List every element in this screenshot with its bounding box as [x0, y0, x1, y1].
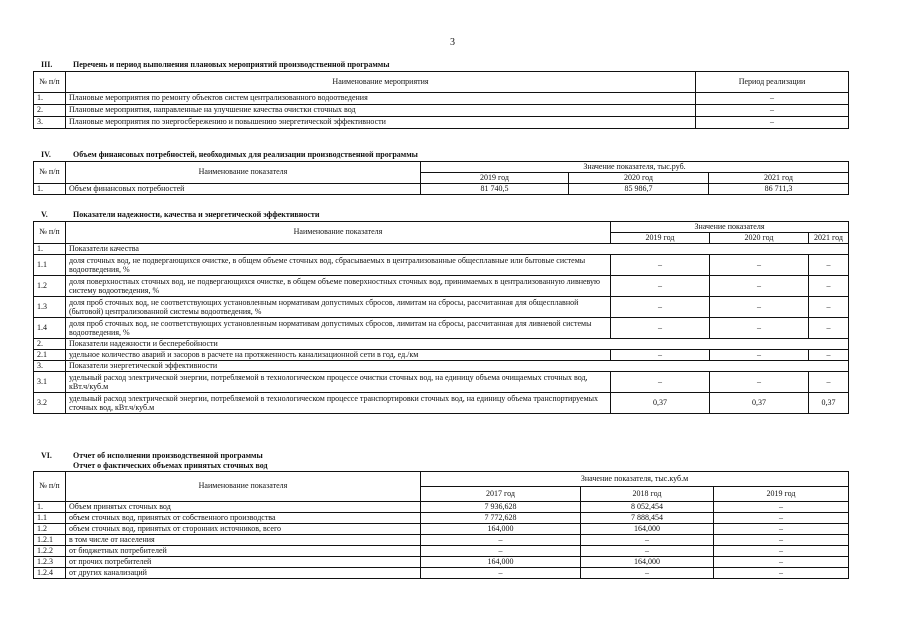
column-header-year: 2019 год: [421, 173, 569, 184]
row-value: –: [714, 557, 849, 568]
row-period: –: [696, 93, 849, 105]
row-name: Плановые мероприятия по энергосбережению и повышению энергетической эффективности: [66, 117, 696, 129]
row-value: 164,000: [421, 557, 581, 568]
column-header-number: № п/п: [34, 222, 66, 244]
table-row: [34, 105, 849, 117]
table-row: [34, 297, 849, 318]
planned-measures-table: [33, 71, 849, 129]
row-number: 1.: [34, 244, 66, 255]
row-value: –: [710, 350, 809, 361]
table-group-row: [34, 339, 849, 350]
group-name: Показатели энергетической эффективности: [66, 361, 849, 372]
table-row: [34, 524, 849, 535]
section-title: Объем финансовых потребностей, необходимых для реализации производственной программы: [73, 150, 418, 159]
row-name: доля сточных вод, не подвергающихся очистке, в общем объеме сточных вод, сбрасываемых в централизованные общесплавные или бытовые системы водоотведения, %: [66, 255, 611, 276]
column-header-value: Значение показателя, тыс.руб.: [421, 162, 849, 173]
row-number: 2.1: [34, 350, 66, 361]
column-header-value: Значение показателя: [611, 222, 849, 233]
table-row: [34, 318, 849, 339]
row-value: –: [421, 568, 581, 579]
column-header-number: № п/п: [34, 72, 66, 93]
table-row: [34, 568, 849, 579]
row-name: объем сточных вод, принятых от собственного производства: [66, 513, 421, 524]
table-row: [34, 393, 849, 414]
row-value: –: [611, 372, 710, 393]
row-value: –: [421, 535, 581, 546]
row-value: –: [809, 255, 849, 276]
row-value: –: [809, 372, 849, 393]
row-value: –: [710, 297, 809, 318]
row-value: –: [581, 546, 714, 557]
row-value: 86 711,3: [709, 184, 849, 195]
column-header-year: 2020 год: [710, 233, 809, 244]
column-header-period: Период реализации: [696, 72, 849, 93]
row-value: –: [611, 255, 710, 276]
row-value: 164,000: [581, 557, 714, 568]
section-number: VI.: [41, 451, 52, 460]
row-number: 1.2.2: [34, 546, 66, 557]
table-row: [34, 546, 849, 557]
page-number: 3: [450, 37, 455, 48]
row-number: 3.1: [34, 372, 66, 393]
row-value: –: [809, 276, 849, 297]
row-number: 1.2.4: [34, 568, 66, 579]
group-name: Показатели надежности и бесперебойности: [66, 339, 849, 350]
row-value: –: [714, 524, 849, 535]
table-header-row: [34, 72, 849, 93]
section-number: V.: [41, 210, 48, 219]
column-header-number: № п/п: [34, 162, 66, 184]
row-value: 0,37: [809, 393, 849, 414]
row-name: от других канализаций: [66, 568, 421, 579]
table-row: [34, 276, 849, 297]
row-value: 81 740,5: [421, 184, 569, 195]
section-4: [33, 151, 848, 195]
row-value: –: [809, 297, 849, 318]
row-value: –: [611, 297, 710, 318]
table-header-row: [34, 472, 849, 487]
row-name: Объем принятых сточных вод: [66, 502, 421, 513]
row-value: –: [710, 276, 809, 297]
row-name: удельный расход электрической энергии, потребляемой в технологическом процессе очистки сточных вод, на единицу объема очищаемых сточных вод, кВт.ч/куб.м: [66, 372, 611, 393]
row-value: –: [710, 372, 809, 393]
table-row: [34, 535, 849, 546]
section-4-heading: [33, 151, 848, 161]
row-number: 1.1: [34, 255, 66, 276]
section-title: Перечень и период выполнения плановых мероприятий производственной программы: [73, 60, 390, 69]
row-name: доля проб сточных вод, не соответствующих установленным нормативам допустимых сбросов, лимитам на сбросы, рассчитанная для общесплавной (бытовой) централизованной системы водоотведения, %: [66, 297, 611, 318]
row-number: 1.2: [34, 276, 66, 297]
section-3: [33, 61, 848, 129]
row-value: –: [581, 535, 714, 546]
table-row: [34, 350, 849, 361]
row-period: –: [696, 105, 849, 117]
row-number: 1.: [34, 502, 66, 513]
row-value: –: [421, 546, 581, 557]
quality-indicators-table: [33, 221, 849, 414]
table-row: [34, 557, 849, 568]
row-value: –: [714, 568, 849, 579]
section-5: [33, 211, 848, 414]
row-name: доля проб сточных вод, не соответствующих установленным нормативам допустимых сбросов, лимитам на сбросы, рассчитанная для ливневой системы водоотведения, %: [66, 318, 611, 339]
column-header-year: 2021 год: [709, 173, 849, 184]
row-value: –: [611, 318, 710, 339]
table-row: [34, 502, 849, 513]
column-header-year: 2019 год: [714, 487, 849, 502]
row-number: 1.3: [34, 297, 66, 318]
row-value: –: [611, 276, 710, 297]
row-number: 1.1: [34, 513, 66, 524]
financial-needs-table: [33, 161, 849, 195]
group-name: Показатели качества: [66, 244, 849, 255]
row-value: –: [809, 318, 849, 339]
column-header-year: 2021 год: [809, 233, 849, 244]
table-row: [34, 372, 849, 393]
row-name: от прочих потребителей: [66, 557, 421, 568]
row-value: 164,000: [581, 524, 714, 535]
row-name: Объем финансовых потребностей: [66, 184, 421, 195]
section-title: Отчет об исполнении производственной программы: [73, 451, 263, 460]
table-group-row: [34, 244, 849, 255]
column-header-year: 2020 год: [569, 173, 709, 184]
table-row: [34, 93, 849, 105]
column-header-name: Наименование показателя: [66, 222, 611, 244]
row-value: 164,000: [421, 524, 581, 535]
wastewater-volumes-table: [33, 471, 849, 579]
row-number: 1.2: [34, 524, 66, 535]
row-name: доля поверхностных сточных вод, не подвергающихся очистке, в общем объеме поверхностных сточных вод, принимаемых в централизованную ливневую систему водоотведения, %: [66, 276, 611, 297]
column-header-number: № п/п: [34, 472, 66, 502]
row-number: 1.: [34, 93, 66, 105]
table-header-row: [34, 222, 849, 233]
row-value: –: [581, 568, 714, 579]
table-row: [34, 255, 849, 276]
column-header-year: 2017 год: [421, 487, 581, 502]
section-number: IV.: [41, 150, 51, 159]
row-value: 8 052,454: [581, 502, 714, 513]
section-title: Показатели надежности, качества и энергетической эффективности: [73, 210, 320, 219]
table-row: [34, 117, 849, 129]
row-number: 3.: [34, 117, 66, 129]
table-row: [34, 513, 849, 524]
row-value: 0,37: [710, 393, 809, 414]
section-number: III.: [41, 60, 53, 69]
section-6: [33, 452, 848, 579]
section-6-subheading: [33, 462, 848, 471]
row-value: –: [714, 502, 849, 513]
row-value: –: [710, 318, 809, 339]
row-value: 7 772,628: [421, 513, 581, 524]
row-number: 1.2.3: [34, 557, 66, 568]
column-header-name: Наименование показателя: [66, 472, 421, 502]
row-number: 1.2.1: [34, 535, 66, 546]
row-period: –: [696, 117, 849, 129]
row-number: 3.: [34, 361, 66, 372]
row-value: 0,37: [611, 393, 710, 414]
column-header-year: 2019 год: [611, 233, 710, 244]
row-name: удельное количество аварий и засоров в расчете на протяженность канализационной сети в год, ед./км: [66, 350, 611, 361]
column-header-name: Наименование показателя: [66, 162, 421, 184]
section-3-heading: [33, 61, 848, 71]
row-number: 1.: [34, 184, 66, 195]
table-header-row: [34, 162, 849, 173]
row-value: –: [714, 535, 849, 546]
section-5-heading: [33, 211, 848, 221]
row-value: 85 986,7: [569, 184, 709, 195]
table-group-row: [34, 361, 849, 372]
row-value: –: [710, 255, 809, 276]
column-header-name: Наименование мероприятия: [66, 72, 696, 93]
row-value: 7 936,628: [421, 502, 581, 513]
row-name: от бюджетных потребителей: [66, 546, 421, 557]
row-value: –: [809, 350, 849, 361]
row-value: –: [611, 350, 710, 361]
row-value: –: [714, 513, 849, 524]
row-name: Плановые мероприятия, направленные на улучшение качества очистки сточных вод: [66, 105, 696, 117]
row-name: объем сточных вод, принятых от сторонних источников, всего: [66, 524, 421, 535]
row-number: 1.4: [34, 318, 66, 339]
section-subtitle: Отчет о фактических объемах принятых сточных вод: [73, 461, 268, 470]
row-number: 2.: [34, 339, 66, 350]
row-name: Плановые мероприятия по ремонту объектов систем централизованного водоотведения: [66, 93, 696, 105]
row-value: –: [714, 546, 849, 557]
column-header-year: 2018 год: [581, 487, 714, 502]
row-name: в том числе от населения: [66, 535, 421, 546]
column-header-value: Значение показателя, тыс.куб.м: [421, 472, 849, 487]
row-name: удельный расход электрической энергии, потребляемой в технологическом процессе транспортировки сточных вод, на единицу объема транспортируемых сточных вод, кВт.ч/куб.м: [66, 393, 611, 414]
table-row: [34, 184, 849, 195]
row-number: 2.: [34, 105, 66, 117]
row-number: 3.2: [34, 393, 66, 414]
row-value: 7 888,454: [581, 513, 714, 524]
